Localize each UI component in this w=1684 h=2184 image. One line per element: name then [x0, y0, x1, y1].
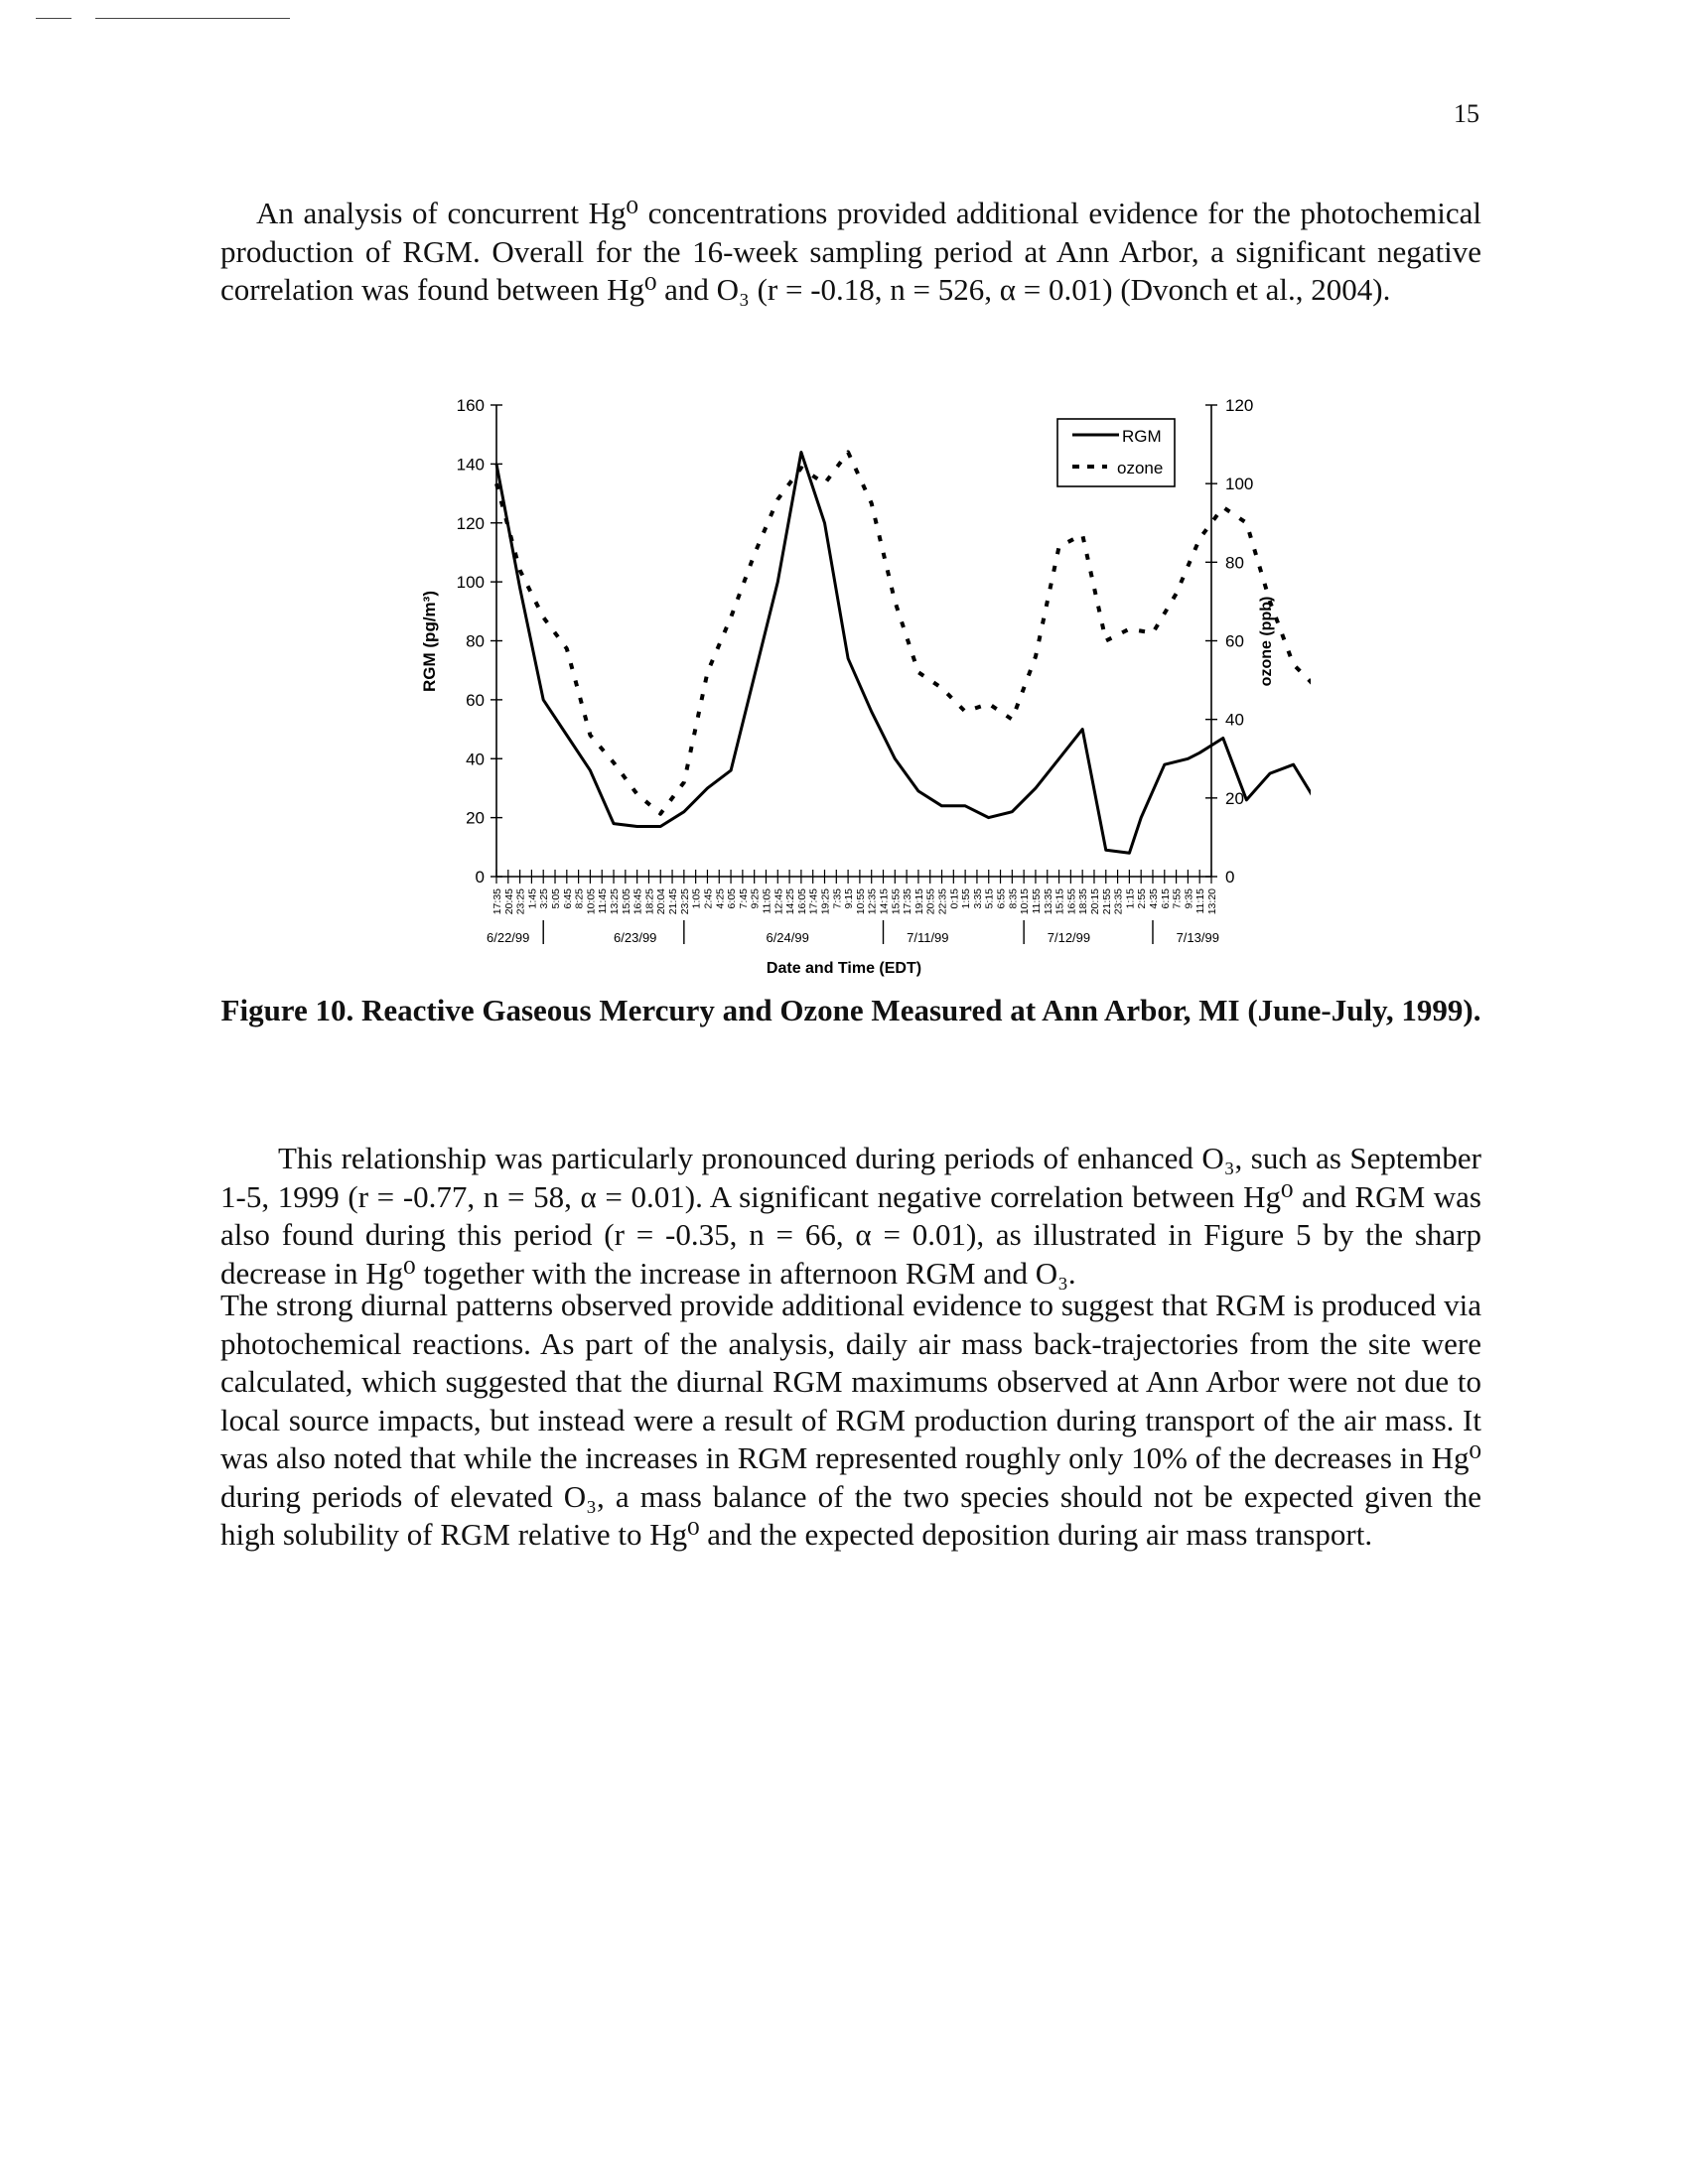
x-time-label: 13:25: [609, 888, 622, 915]
series-line-rgm: [496, 453, 1311, 854]
x-time-label: 15:15: [1053, 888, 1066, 915]
x-time-label: 2:45: [702, 888, 715, 909]
y-tick-label: 0: [475, 868, 485, 887]
y-tick-label: 40: [466, 750, 485, 769]
x-time-label: 20:55: [924, 888, 937, 915]
x-time-label: 7:45: [737, 888, 750, 909]
paragraph: The strong diurnal patterns observed provide additional evidence to suggest that RGM is produced via photochemical reactions. As part of the analysis, daily air mass back-trajectories from the site were calculated, which suggested that the diurnal RGM maximums observed at Ann Arbor were not due to local source impacts, but instead were a result of RGM production during transport of the air mass. It was also noted that while the increases in RGM represented roughly only 10% of the decreases in Hg⁰ during periods of elevated O₃, a mass balance of the two species should not be expected given the high solubility of RGM relative to Hg⁰ and the expected deposition during air mass transport.: [220, 1288, 1481, 1552]
x-time-label: 1:05: [690, 888, 703, 909]
x-time-label: 9:25: [749, 888, 762, 909]
x-time-label: 15:55: [890, 888, 903, 915]
x-date-label: 6/22/99: [487, 930, 530, 945]
y-axis-label: RGM (pg/m³): [420, 591, 439, 692]
figure-caption: Figure 10. Reactive Gaseous Mercury and Ozone Measured at Ann Arbor, MI (June-July, 1999).: [220, 993, 1481, 1027]
x-time-label: 23:25: [678, 888, 691, 915]
y2-axis-label: ozone (ppb): [1258, 596, 1275, 687]
x-time-label: 6:55: [995, 888, 1008, 909]
y-tick-label: 120: [456, 513, 485, 533]
page-number: 15: [1454, 99, 1479, 128]
y2-tick-label: 80: [1225, 553, 1244, 573]
x-time-label: 11:55: [1030, 888, 1043, 914]
x-time-label: 14:15: [878, 888, 891, 915]
x-time-label: 8:25: [573, 888, 586, 909]
x-time-label: 6:05: [726, 888, 739, 909]
x-time-label: 17:45: [807, 888, 820, 915]
y-tick-label: 160: [456, 396, 485, 415]
x-time-label: 10:15: [1019, 888, 1032, 915]
y-tick-label: 20: [466, 808, 485, 828]
x-date-label: 7/11/99: [907, 930, 949, 945]
x-time-label: 12:45: [772, 888, 785, 915]
x-time-label: 1:45: [526, 888, 539, 909]
y-tick-label: 80: [466, 631, 485, 651]
paragraph: This relationship was particularly pronounced during periods of enhanced O₃, such as September 1-5, 1999 (r = -0.77, n = 58, α = 0.01). A significant negative correlation between Hg⁰ and RGM was also found during this period (r = -0.35, n = 66, α = 0.01), as illustrated in Figure 5 by the sharp decrease in Hg⁰ together with the increase in afternoon RGM and O₃.: [220, 1141, 1481, 1291]
x-time-label: 20:45: [502, 888, 515, 915]
y-tick-label: 100: [456, 573, 485, 593]
x-time-label: 20:04: [655, 888, 668, 915]
x-time-label: 11:45: [597, 888, 610, 914]
y2-tick-label: 20: [1225, 788, 1244, 808]
x-time-label: 11:15: [1194, 888, 1207, 914]
x-time-label: 21:45: [667, 888, 680, 915]
x-time-label: 20:15: [1088, 888, 1101, 915]
legend-rgm-label: RGM: [1122, 427, 1162, 446]
chart-x-labels: [487, 888, 1219, 945]
x-time-label: 13:20: [1206, 888, 1218, 915]
x-time-label: 5:15: [983, 888, 996, 909]
x-time-label: 17:35: [902, 888, 914, 915]
x-time-label: 21:55: [1100, 888, 1113, 915]
chart-series: [496, 453, 1311, 870]
y2-tick-label: 60: [1225, 631, 1244, 651]
y2-tick-label: 40: [1225, 710, 1244, 730]
figure-10-chart: [397, 385, 1311, 981]
x-time-label: 15:05: [620, 888, 632, 915]
legend-ozone-label: ozone: [1117, 459, 1164, 478]
x-time-label: 2:55: [1136, 888, 1149, 909]
x-time-label: 7:55: [1171, 888, 1184, 909]
x-time-label: 3:25: [538, 888, 551, 909]
x-time-label: 6:15: [1159, 888, 1172, 909]
x-date-label: 6/24/99: [766, 930, 809, 945]
x-time-label: 16:55: [1065, 888, 1078, 915]
x-time-label: 10:05: [585, 888, 598, 915]
x-time-label: 4:35: [1147, 888, 1160, 909]
scan-artifact: [36, 18, 71, 19]
series-line-ozone: [496, 453, 1311, 870]
x-time-label: 17:35: [491, 888, 503, 915]
x-time-label: 10:55: [854, 888, 867, 915]
x-time-label: 3:35: [971, 888, 984, 909]
x-time-label: 14:25: [784, 888, 797, 915]
x-time-label: 23:35: [1112, 888, 1125, 915]
x-time-label: 9:15: [843, 888, 856, 909]
x-time-label: 0:15: [948, 888, 961, 909]
x-time-label: 18:25: [643, 888, 656, 915]
x-time-label: 1:55: [960, 888, 973, 909]
y2-tick-label: 100: [1225, 475, 1254, 494]
x-time-label: 16:45: [632, 888, 644, 915]
x-time-label: 1:15: [1124, 888, 1137, 909]
y2-tick-label: 0: [1225, 868, 1235, 887]
chart-legend: [1057, 419, 1175, 486]
x-time-label: 13:35: [1042, 888, 1054, 915]
x-time-label: 6:45: [561, 888, 574, 909]
x-time-label: 22:35: [936, 888, 949, 915]
x-time-label: 19:25: [819, 888, 832, 915]
y2-tick-label: 120: [1225, 396, 1254, 415]
y-tick-label: 140: [456, 455, 485, 475]
x-date-label: 7/12/99: [1047, 930, 1091, 945]
x-date-label: 7/13/99: [1176, 930, 1219, 945]
x-time-label: 11:05: [761, 888, 773, 914]
x-date-label: 6/23/99: [614, 930, 657, 945]
x-time-label: 7:35: [831, 888, 844, 909]
x-time-label: 4:25: [714, 888, 727, 909]
x-time-label: 5:05: [550, 888, 563, 909]
x-time-label: 8:35: [1007, 888, 1020, 909]
y-tick-label: 60: [466, 690, 485, 710]
x-time-label: 12:35: [866, 888, 879, 915]
x-axis-label: Date and Time (EDT): [766, 960, 922, 977]
x-time-label: 16:05: [795, 888, 808, 915]
x-time-label: 9:35: [1183, 888, 1195, 909]
x-time-label: 18:35: [1077, 888, 1090, 915]
x-time-label: 23:25: [514, 888, 527, 915]
paragraph: An analysis of concurrent Hg⁰ concentrations provided additional evidence for the photochemical production of RGM. Overall for the 16-week sampling period at Ann Arbor, a significant negative correlation was found between Hg⁰ and O₃ (r = -0.18, n = 526, α = 0.01) (Dvonch et al., 2004).: [220, 196, 1481, 307]
x-time-label: 19:15: [912, 888, 925, 915]
scan-artifact: [95, 18, 290, 19]
